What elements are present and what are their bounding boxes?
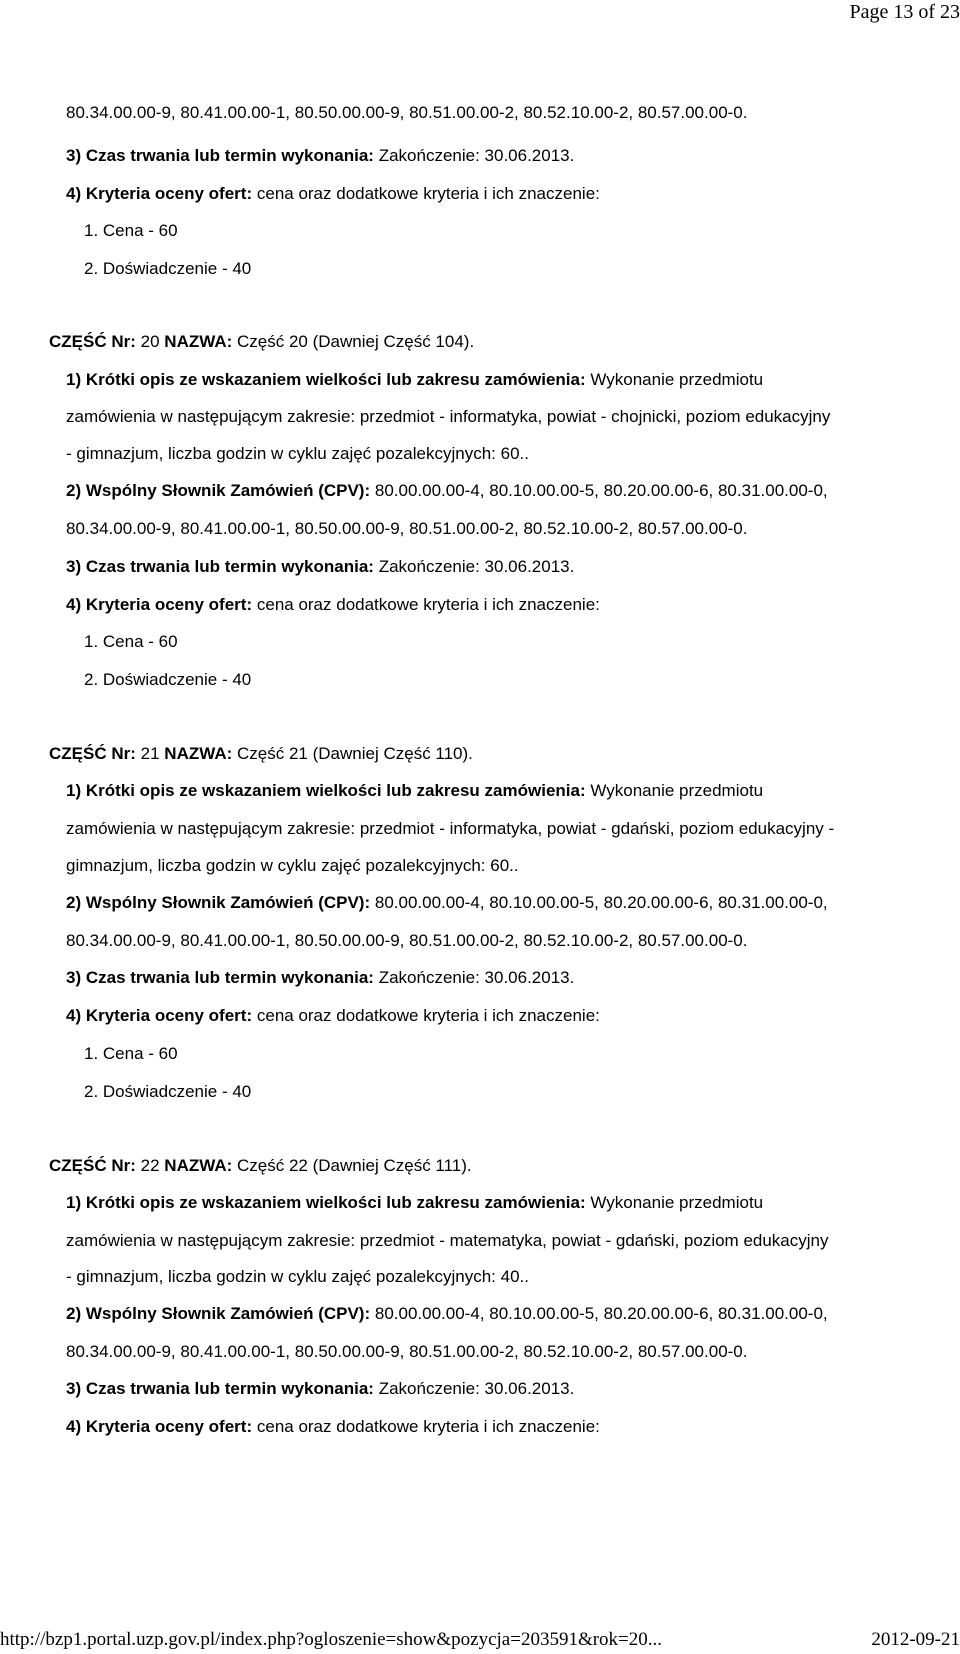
czas-value: Zakończenie: 30.06.2013. [378,557,575,576]
kryteria-line [66,1416,600,1438]
czas-line [66,1378,574,1400]
part-name: Część 22 (Dawniej Część 111). [237,1156,472,1175]
kryterium-2: 2. Doświadczenie - 40 [84,1082,252,1101]
part-heading [49,331,474,353]
kryterium-1: 1. Cena - 60 [84,1044,178,1063]
cpv-continuation: 80.34.00.00-9, 80.41.00.00-1, 80.50.00.00-9, 80.51.00.00-2, 80.52.10.00-2, 80.57.00.00-0. [66,103,748,122]
czesc-label: CZĘŚĆ Nr: [49,1156,136,1175]
opis-label: 1) Krótki opis ze wskazaniem wielkości lub zakresu zamówienia: [66,1193,586,1212]
opis-line-3: gimnazjum, liczba godzin w cyklu zajęć pozalekcyjnych: 60.. [66,856,519,875]
kryteria-label: 4) Kryteria oceny ofert: [66,184,253,203]
kryteria-line [66,594,600,616]
opis-line [66,1192,763,1214]
part-name: Część 21 (Dawniej Część 110). [237,744,473,763]
part-number: 22 [140,1156,160,1175]
cpv-value: 80.00.00.00-4, 80.10.00.00-5, 80.20.00.00-6, 80.31.00.00-0, [374,893,828,912]
cpv-continuation: 80.34.00.00-9, 80.41.00.00-1, 80.50.00.00-9, 80.51.00.00-2, 80.52.10.00-2, 80.57.00.00-0. [66,1342,748,1361]
opis-line-3: - gimnazjum, liczba godzin w cyklu zajęć pozalekcyjnych: 60.. [66,444,529,463]
kryterium-1: 1. Cena - 60 [84,632,178,651]
opis-value: Wykonanie przedmiotu [590,781,764,800]
czas-value: Zakończenie: 30.06.2013. [378,1379,575,1398]
kryterium-1: 1. Cena - 60 [84,221,178,240]
kryteria-line [66,1005,600,1027]
cpv-continuation: 80.34.00.00-9, 80.41.00.00-1, 80.50.00.00-9, 80.51.00.00-2, 80.52.10.00-2, 80.57.00.00-0. [66,931,748,950]
part-heading [49,743,473,765]
kryteria-value: cena oraz dodatkowe kryteria i ich znaczenie: [256,595,600,614]
part-number: 21 [140,744,160,763]
kryterium-2: 2. Doświadczenie - 40 [84,670,252,689]
czas-line [66,556,574,578]
part-heading [49,1155,472,1177]
kryteria-label: 4) Kryteria oceny ofert: [66,1417,253,1436]
czas-label: 3) Czas trwania lub termin wykonania: [66,1379,374,1398]
kryteria-value: cena oraz dodatkowe kryteria i ich znaczenie: [256,1006,600,1025]
kryteria-label: 4) Kryteria oceny ofert: [66,595,253,614]
part-name: Część 20 (Dawniej Część 104). [237,332,475,351]
czas-label: 3) Czas trwania lub termin wykonania: [66,557,374,576]
cpv-line [66,892,828,914]
footer-date: 2012-09-21 [871,1629,960,1650]
czesc-label: CZĘŚĆ Nr: [49,744,136,763]
nazwa-label: NAZWA: [164,744,233,763]
cpv-continuation: 80.34.00.00-9, 80.41.00.00-1, 80.50.00.00-9, 80.51.00.00-2, 80.52.10.00-2, 80.57.00.00-0. [66,519,748,538]
cpv-line [66,480,828,502]
opis-line-2: zamówienia w następującym zakresie: przedmiot - informatyka, powiat - gdański, poziom edukacyjny - [66,819,835,838]
opis-value: Wykonanie przedmiotu [590,370,764,389]
cpv-value: 80.00.00.00-4, 80.10.00.00-5, 80.20.00.00-6, 80.31.00.00-0, [374,481,828,500]
opis-line [66,369,763,391]
opis-line-3: - gimnazjum, liczba godzin w cyklu zajęć pozalekcyjnych: 40.. [66,1267,529,1286]
czesc-label: CZĘŚĆ Nr: [49,332,136,351]
kryterium-2: 2. Doświadczenie - 40 [84,259,252,278]
czas-line [66,145,574,167]
opis-line-2: zamówienia w następującym zakresie: przedmiot - matematyka, powiat - gdański, poziom edukacyjny [66,1231,829,1250]
kryteria-value: cena oraz dodatkowe kryteria i ich znaczenie: [256,1417,600,1436]
czas-label: 3) Czas trwania lub termin wykonania: [66,968,374,987]
page-number: Page 13 of 23 [849,1,960,23]
czas-value: Zakończenie: 30.06.2013. [378,146,575,165]
nazwa-label: NAZWA: [164,1156,233,1175]
opis-line [66,780,763,802]
kryteria-line [66,183,600,205]
cpv-label: 2) Wspólny Słownik Zamówień (CPV): [66,1304,371,1323]
czas-line [66,967,574,989]
cpv-label: 2) Wspólny Słownik Zamówień (CPV): [66,893,371,912]
nazwa-label: NAZWA: [164,332,233,351]
czas-label: 3) Czas trwania lub termin wykonania: [66,146,374,165]
opis-value: Wykonanie przedmiotu [590,1193,764,1212]
part-number: 20 [140,332,160,351]
footer-url-link[interactable]: http://bzp1.portal.uzp.gov.pl/index.php?ogloszenie=show&pozycja=203591&rok=20... [0,1629,663,1650]
opis-label: 1) Krótki opis ze wskazaniem wielkości lub zakresu zamówienia: [66,370,586,389]
opis-label: 1) Krótki opis ze wskazaniem wielkości lub zakresu zamówienia: [66,781,586,800]
czas-value: Zakończenie: 30.06.2013. [378,968,575,987]
cpv-label: 2) Wspólny Słownik Zamówień (CPV): [66,481,371,500]
kryteria-value: cena oraz dodatkowe kryteria i ich znaczenie: [256,184,600,203]
opis-line-2: zamówienia w następującym zakresie: przedmiot - informatyka, powiat - chojnicki, poziom edukacyjny [66,407,831,426]
cpv-value: 80.00.00.00-4, 80.10.00.00-5, 80.20.00.00-6, 80.31.00.00-0, [374,1304,828,1323]
cpv-line [66,1303,828,1325]
kryteria-label: 4) Kryteria oceny ofert: [66,1006,253,1025]
